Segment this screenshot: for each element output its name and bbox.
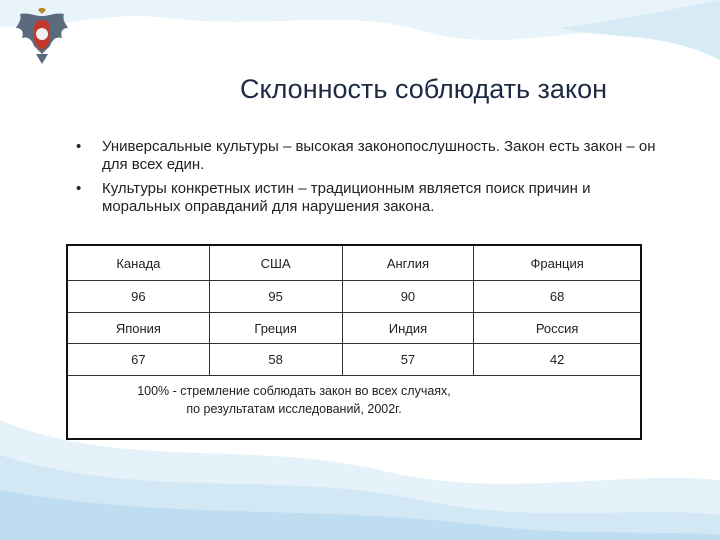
table-cell: 57 bbox=[342, 344, 474, 376]
table-cell: Россия bbox=[474, 313, 641, 344]
table-cell: Англия bbox=[342, 245, 474, 281]
bullet-marker: • bbox=[76, 180, 82, 197]
table-note-line: по результатам исследований, 2002г. bbox=[186, 402, 402, 416]
table-row bbox=[67, 313, 641, 344]
law-compliance-table bbox=[66, 244, 642, 440]
table-cell: Греция bbox=[209, 313, 342, 344]
table-cell: Канада bbox=[67, 245, 209, 281]
table-cell: 68 bbox=[474, 281, 641, 313]
bullet-text: Универсальные культуры – высокая законопослушность. Закон есть закон – он для всех един. bbox=[102, 138, 656, 173]
table-note-line: 100% - стремление соблюдать закон во всех случаях, bbox=[137, 384, 451, 398]
table-cell: 67 bbox=[67, 344, 209, 376]
table-row bbox=[67, 376, 641, 440]
table-cell: Япония bbox=[67, 313, 209, 344]
table-cell: США bbox=[209, 245, 342, 281]
bullet-item bbox=[70, 138, 670, 174]
table-row bbox=[67, 281, 641, 313]
table-cell: Франция bbox=[474, 245, 641, 281]
table-cell: 96 bbox=[67, 281, 209, 313]
slide-title: Склонность соблюдать закон bbox=[240, 74, 607, 104]
bullet-list bbox=[70, 138, 670, 222]
table-row bbox=[67, 344, 641, 376]
bullet-item bbox=[70, 180, 670, 216]
table-cell: 58 bbox=[209, 344, 342, 376]
table-cell: 90 bbox=[342, 281, 474, 313]
bullet-marker: • bbox=[76, 138, 82, 155]
table-note bbox=[67, 376, 641, 440]
table-cell: 95 bbox=[209, 281, 342, 313]
double-headed-eagle-emblem-icon bbox=[14, 8, 70, 66]
table-row bbox=[67, 245, 641, 281]
table-cell: Индия bbox=[342, 313, 474, 344]
bullet-text: Культуры конкретных истин – традиционным является поиск причин и моральных оправданий для нарушения закона. bbox=[102, 180, 591, 215]
table-cell: 42 bbox=[474, 344, 641, 376]
